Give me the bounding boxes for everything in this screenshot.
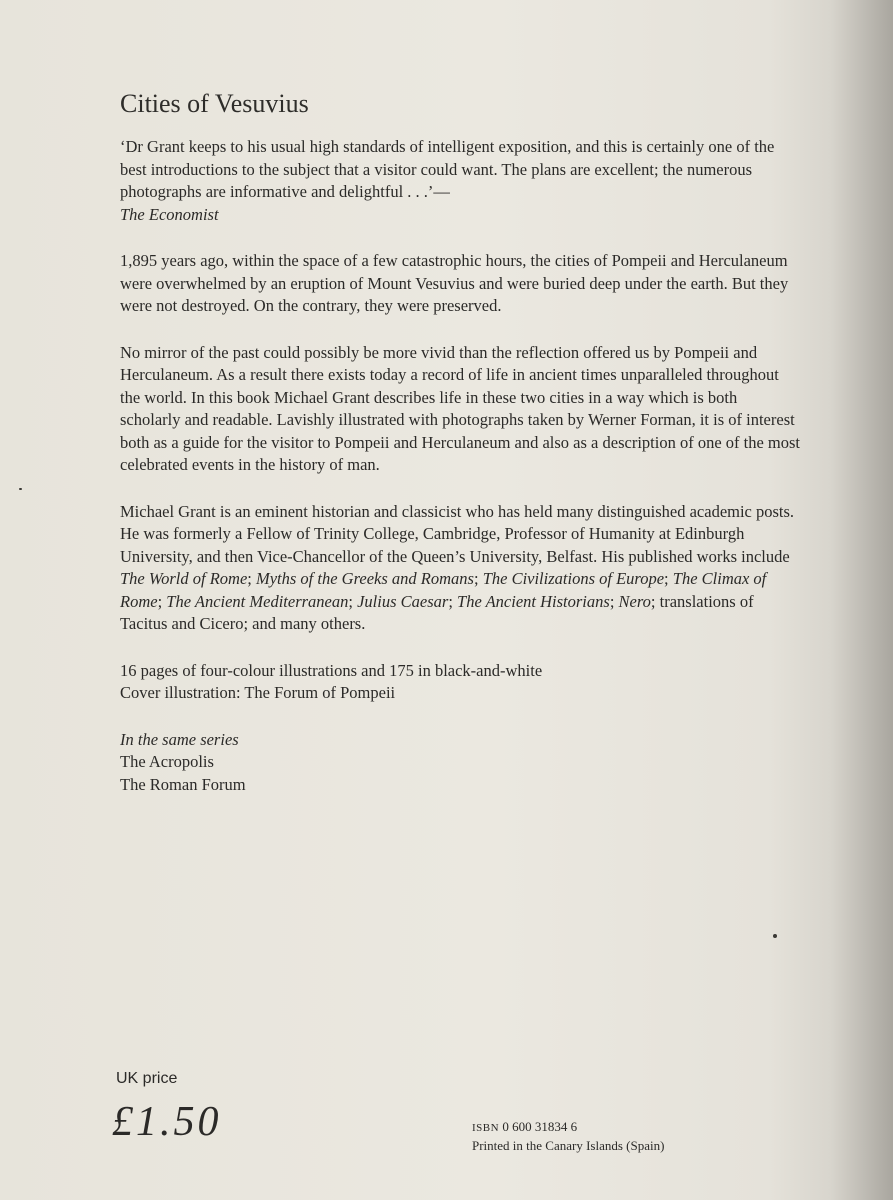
isbn-line bbox=[472, 1118, 664, 1137]
imprint-block bbox=[472, 1118, 664, 1155]
work-separator: ; bbox=[348, 591, 358, 611]
series-heading: In the same series bbox=[120, 729, 239, 749]
isbn-number: 0 600 31834 6 bbox=[502, 1119, 578, 1134]
work-separator: ; bbox=[609, 591, 619, 611]
series-item: The Roman Forum bbox=[120, 774, 246, 794]
work-separator: ; bbox=[157, 591, 167, 611]
illustration-count: 16 pages of four-colour illustrations and 175 in black-and-white bbox=[120, 660, 543, 680]
work-title: Myths of the Greeks and Romans bbox=[255, 569, 474, 588]
cover-illustration: Cover illustration: The Forum of Pompeii bbox=[120, 683, 396, 702]
work-title: The World of Rome bbox=[120, 569, 248, 588]
isbn-label: ISBN bbox=[472, 1122, 500, 1134]
illustration-info bbox=[120, 660, 800, 705]
work-separator: ; bbox=[247, 569, 256, 588]
paper-speck bbox=[773, 934, 777, 938]
blurb-column bbox=[120, 86, 800, 820]
work-title: The Ancient Mediterranean bbox=[166, 591, 349, 611]
author-bio bbox=[120, 501, 800, 636]
work-separator: ; bbox=[448, 591, 458, 611]
work-title: Nero bbox=[618, 591, 651, 611]
work-separator: ; bbox=[473, 569, 483, 588]
series-item: The Acropolis bbox=[120, 752, 214, 771]
work-separator: ; bbox=[664, 569, 673, 588]
price-label: UK price bbox=[116, 1070, 178, 1087]
printed-location: Printed in the Canary Islands (Spain) bbox=[472, 1138, 665, 1153]
book-title: Cities of Vesuvius bbox=[120, 89, 309, 118]
author-bio-intro: Michael Grant is an eminent historian and classicist who has held many distinguished academic posts. He was formerly a Fellow of Trinity College, Cambridge, Professor of Humanity at Edinburgh University, and then Vice-Chancellor of the Queen’s University, Belfast. His published works include bbox=[120, 501, 795, 566]
review-quote bbox=[120, 136, 800, 226]
paragraph-description: No mirror of the past could possibly be more vivid than the reflection offered us by Pompeii and Herculaneum. As a result there exists today a record of life in ancient times unparalleled throughout the world. In this book Michael Grant describes life in these two cities in a way which is both scholarly and readable. Lavishly illustrated with photographs taken by Werner Forman, it is of interest both as a guide for the visitor to Pompeii and Herculaneum and also as a description of one of the most celebrated events in the history of man. bbox=[120, 342, 801, 474]
work-title: The Civilizations of Europe bbox=[482, 569, 665, 588]
work-title: The Climax of Rome bbox=[120, 569, 767, 611]
work-title: Julius Caesar bbox=[357, 591, 449, 611]
work-title: The Ancient Historians bbox=[457, 591, 610, 611]
paragraph-eruption: 1,895 years ago, within the space of a few catastrophic hours, the cities of Pompeii and Herculaneum were overwhelmed by an eruption of Mount Vesuvius and were buried deep under the earth. But they were not destroyed. On the contrary, they were preserved. bbox=[120, 251, 789, 315]
price-value: £1.50 bbox=[112, 1099, 222, 1145]
author-bio-outro: ; translations of Tacitus and Cicero; and many others. bbox=[120, 591, 754, 633]
quote-text: ‘Dr Grant keeps to his usual high standards of intelligent exposition, and this is certainly one of the best introductions to the subject that a visitor could want. The plans are excellent; the numerous photographs are informative and delightful . . .’— bbox=[120, 137, 775, 201]
series-list bbox=[120, 729, 800, 797]
quote-source: The Economist bbox=[120, 204, 219, 224]
paper-speck bbox=[19, 488, 22, 490]
